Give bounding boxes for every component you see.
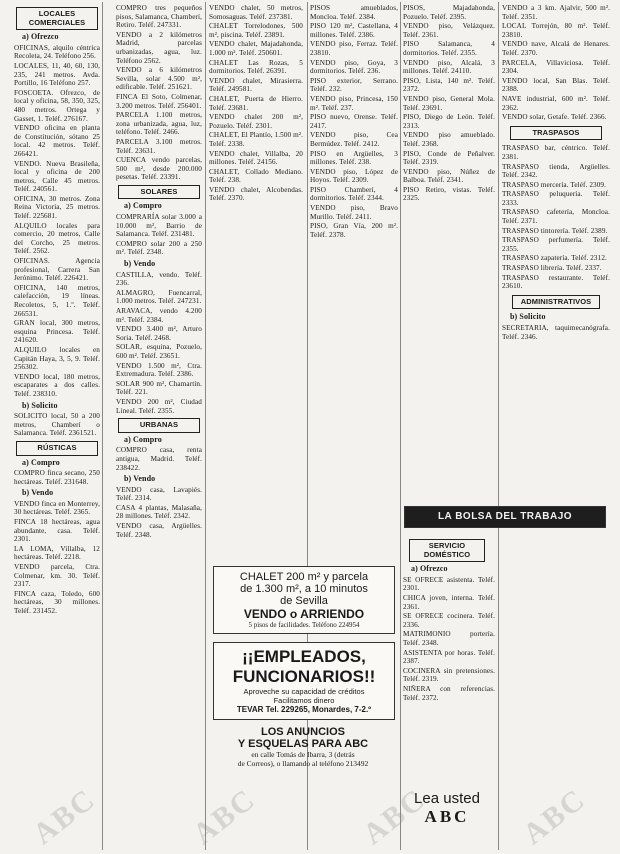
classified-ad: VENDO chalet, Alcobendas. Teléf. 2370. <box>209 185 303 203</box>
classified-ad: COCINERA sin pretensiones. Teléf. 2319. <box>403 666 495 684</box>
classified-ad: VENDO piso, Velázquez. Teléf. 2361. <box>403 22 495 39</box>
classified-ad: VENDO piso, Goya, 3 dormitorios. Teléf. 236. <box>310 58 398 76</box>
classified-ad: VENDO local, 180 metros, escaparates a dos calles. Teléf. 238310. <box>14 372 100 398</box>
classified-ad: VENDO solar, Getafe. Teléf. 2366. <box>502 113 607 122</box>
column-4 <box>310 4 398 552</box>
classified-ad: TRASPASO tintorería. Teléf. 2389. <box>502 226 608 235</box>
ad-line: 5 pisos de facilidades. Teléfono 224954 <box>248 621 360 629</box>
classified-list <box>14 469 100 486</box>
ad-headline: FUNCIONARIOS!! <box>232 667 376 686</box>
classified-ad: CUENCA vendo parcelas, 500 m², desde 200.000 pesetas. Teléf. 23391. <box>116 156 202 182</box>
classified-list <box>116 213 202 257</box>
classified-ad: TRASPASO mercería. Teléf. 2309. <box>502 180 607 189</box>
classified-ad: VENDO piso, Alcalá, 3 millones. Teléf. 24110. <box>403 58 495 76</box>
classified-ad: SE OFRECE asistenta. Teléf. 2301. <box>403 575 495 593</box>
classified-ad: PISO Salamanca, 4 dormitorios. Teléf. 2355. <box>403 40 495 57</box>
classified-ad: PISO nuevo, Orense. Teléf. 2417. <box>310 113 398 130</box>
classified-ad: CHALET Las Rozas, 5 dormitorios. Teléf. 26391. <box>209 58 303 76</box>
section-heading: SERVICIO DOMÉSTICO <box>409 539 485 562</box>
classified-ad: VENDO piso, Bravo Murillo. Teléf. 2411. <box>310 204 398 221</box>
subheading: a) Compro <box>124 201 162 211</box>
classified-ad: PISO en Argüelles, 3 millones. Teléf. 238. <box>310 149 398 167</box>
column-rule <box>307 2 308 850</box>
classified-ad: SOLAR, esquina, Pozuelo, 600 m². Teléf. 23651. <box>116 343 202 360</box>
classified-ad: SECRETARIA, taquimecanógrafa. Teléf. 2346. <box>502 324 610 341</box>
classified-list <box>14 44 100 399</box>
section-heading: URBANAS <box>118 418 200 433</box>
subheading: a) Ofrezco <box>411 564 448 574</box>
classified-ad: TRASPASO bar, céntrico. Teléf. 2381. <box>502 144 610 161</box>
section-heading: TRASPASOS <box>510 126 602 141</box>
classified-ad: CASA 4 plantas, Malasaña, 28 millones. Teléf. 2342. <box>116 503 202 521</box>
classified-ad: NAVE industrial, 600 m². Teléf. 2362. <box>502 94 610 112</box>
classified-ad: ARAVACA, vendo 4.200 m². Teléf. 2384. <box>116 307 202 324</box>
column-rule <box>400 2 401 850</box>
ad-headline: Y ESQUELAS PARA ABC <box>237 738 369 750</box>
classified-list <box>116 271 202 416</box>
column-rule <box>205 2 206 850</box>
abc-watermark: ABC <box>516 782 592 851</box>
classified-ad: OFICINA, 140 metros, calefacción, 19 líneas. Recoletos, 5, 1.º. Teléf. 266531. <box>14 283 100 318</box>
classified-ad: CHALET, Collado Mediano. Teléf. 238. <box>209 167 303 185</box>
classified-ad: FOSCOETA. Ofrezco, de local y oficina, 58, 350, 325, 480 metros. Ortega y Gasset, 1. Teléf. 276167. <box>14 88 100 123</box>
classified-ad: COMPRO finca secano, 250 hectáreas. Teléf. 231648. <box>14 469 100 486</box>
classified-ad: VENDO chalet, Villalba, 20 millones. Teléf. 24156. <box>209 149 303 167</box>
classified-list <box>403 576 495 702</box>
ad-headline: LOS ANUNCIOS <box>261 726 345 738</box>
classified-ad: TRASPASO zapatería. Teléf. 2312. <box>502 254 607 263</box>
abc-watermark: ABC <box>26 782 102 851</box>
classified-ad: LOCALES, 11, 40, 60, 130, 235, 241 metros. Avda. Portillo, 16 Teléfono 257. <box>14 61 100 88</box>
column-5 <box>403 4 495 776</box>
classified-ad: TRASPASO librería. Teléf. 2337. <box>502 264 602 273</box>
classified-ad: VENDO piso, Ferraz. Teléf. 23810. <box>310 40 398 57</box>
subheading: b) Solicito <box>510 312 546 322</box>
subheading: b) Vendo <box>124 474 156 484</box>
classified-ad: VENDO oficina en planta de Constitución, sótano 25 local. 42 metros. Teléf. 266421. <box>14 124 100 158</box>
lea-abc-ad <box>404 790 490 830</box>
classified-ad: VENDO a 2 kilómetros Madrid, parcelas urbanizadas, agua, luz. Teléfono 2562. <box>116 30 202 65</box>
classified-ad: VENDO piso amueblado. Teléf. 2368. <box>403 131 495 148</box>
ad-line: Facilitamos dinero <box>273 696 335 705</box>
classified-ad: PISO Chamberí, 4 dormitorios. Teléf. 2344. <box>310 185 398 203</box>
classified-ad: OFICINAS, alquilo céntrica Recoleta, 24. Teléfono 256. <box>14 43 100 61</box>
ad-line: CHALET 200 m² y parcela <box>239 571 369 583</box>
classified-ad: PISOS, Majadahonda, Pozuelo. Teléf. 2395. <box>403 4 495 21</box>
classified-ad: PISO Retiro, vistas. Teléf. 2325. <box>403 185 495 203</box>
classified-ad: PISOS amueblados, Moncloa. Teléf. 2384. <box>310 4 398 21</box>
classified-ad: VENDO 3.400 m², Arturo Soria. Teléf. 2468. <box>116 325 202 342</box>
classified-list <box>116 4 202 182</box>
abc-watermark: ABC <box>186 782 262 851</box>
classified-ad: TRASPASO peluquería. Teléf. 2333. <box>502 190 610 207</box>
classified-ad: CHALET, Puerta de Hierro. Teléf. 23681. <box>209 94 303 112</box>
ad-line: de Sevilla <box>280 595 328 607</box>
ad-line: de 1.300 m², a 10 minutos <box>240 583 368 595</box>
classified-ad: PARCELA 3.100 metros. Teléf. 23631. <box>116 137 202 155</box>
classified-ad: VENDO chalet 200 m², Pozuelo. Teléf. 2301. <box>209 113 303 130</box>
column-1 <box>14 4 100 617</box>
ad-line: de Correos), o llamando al teléfono 213492 <box>237 759 369 768</box>
ad-line: Lea usted <box>414 790 480 807</box>
classified-ad: VENDO piso, General Mola. Teléf. 23691. <box>403 94 495 112</box>
classified-ad: PISO, Diego de León. Teléf. 2313. <box>403 113 495 130</box>
classified-ad: MATRIMONIO portería. Teléf. 2348. <box>403 630 495 647</box>
classified-ad: VENDO piso, Cea Bermúdez. Teléf. 2412. <box>310 131 398 148</box>
classified-ad: VENDO piso, Princesa, 150 m². Teléf. 237. <box>310 94 398 112</box>
classified-ad: VENDO parcela, Ctra. Colmenar, km. 30. Teléf. 2317. <box>14 563 100 589</box>
column-3 <box>209 4 303 552</box>
classified-ad: OFICINA, 30 metros. Zona Reina Victoria, 25 metros. Teléf. 225681. <box>14 194 100 221</box>
classified-ad: PISO, Gran Vía, 200 m². Teléf. 2378. <box>310 222 398 239</box>
classified-list <box>116 446 202 472</box>
classified-ad: TRASPASO tienda, Argüelles. Teléf. 2342. <box>502 162 610 180</box>
classified-ad: SOLAR 900 m², Chamartín. Teléf. 221. <box>116 379 202 397</box>
classified-ad: LA LOMA, Villalba, 12 hectáreas. Teléf. 2218. <box>14 544 100 562</box>
classified-ad: PARCELA 1.100 metros, zona urbanizada, agua, luz, teléfono. Teléf. 2466. <box>116 111 202 137</box>
classified-ad: ALMAGRO, Fuencarral, 1.000 metros. Teléf. 247231. <box>116 288 202 306</box>
column-5-bottom <box>403 576 495 776</box>
classified-ad: TRASPASO perfumería. Teléf. 2355. <box>502 236 610 253</box>
subheading: a) Compro <box>22 457 60 467</box>
classified-ad: COMPRO tres pequeños pisos, Salamanca, Chamberí, Retiro. Teléf. 247331. <box>116 4 202 30</box>
classified-ad: VENDO casa, Argüelles. Teléf. 2348. <box>116 522 202 539</box>
column-rule <box>498 2 499 850</box>
classified-ad: VENDO a 6 kilómetros Sevilla, solar 4.500 m², edificable. Teléf. 251621. <box>116 66 202 92</box>
classified-ad: COMPRO solar 200 a 250 m². Teléf. 2348. <box>116 239 202 257</box>
subheading: b) Vendo <box>22 488 54 498</box>
classified-ad: FINCA El Soto, Colmenar, 3.200 metros. Teléf. 256401. <box>116 92 202 110</box>
classified-ad: CASTILLA, vendo. Teléf. 236. <box>116 270 202 288</box>
classified-ad: VENDO 1.500 m², Ctra. Extremadura. Teléf. 2386. <box>116 361 202 379</box>
bolsa-banner: LA BOLSA DEL TRABAJO <box>404 506 606 528</box>
section-heading: LOCALES COMERCIALES <box>16 7 98 30</box>
classified-ad: CHALET Torrelodones, 500 m², piscina. Teléf. 23891. <box>209 22 303 39</box>
subheading: b) Vendo <box>124 259 156 269</box>
classified-ad: VENDO chalet, Majadahonda, 1.000 m². Teléf. 250601. <box>209 40 303 57</box>
classified-ad: VENDO casa, Lavapiés. Teléf. 2314. <box>116 485 202 503</box>
classified-ad: CHICA joven, interna. Teléf. 2361. <box>403 593 495 611</box>
classified-ad: OFICINAS. Agencia profesional, Carrera San Jerónimo. Teléf. 226421. <box>14 257 100 283</box>
empleados-ad <box>213 642 395 720</box>
anuncios-ad <box>213 726 393 778</box>
classified-ad: LOCAL Torrejón, 80 m². Teléf. 23810. <box>502 22 610 39</box>
classified-ad: ASISTENTA por horas. Teléf. 2387. <box>403 648 495 666</box>
classified-ad: PISO, Lista, 140 m². Teléf. 2372. <box>403 76 495 94</box>
column-rule <box>102 2 103 850</box>
classified-list <box>14 500 100 616</box>
classified-ad: CHALET, El Plantío, 1.500 m². Teléf. 2338. <box>209 131 303 148</box>
column-6 <box>502 4 610 342</box>
ad-line: TEVAR Tel. 229265, Monardes, 7-2.º <box>236 705 372 714</box>
ad-line: en calle Tomás de Ibarra, 3 (detrás <box>251 750 355 759</box>
classified-list <box>310 4 398 239</box>
section-heading: ADMINISTRATIVOS <box>512 295 600 310</box>
classified-list <box>403 4 495 203</box>
ad-line: VENDO o ARRIENDO <box>243 607 365 621</box>
classified-list <box>116 486 202 540</box>
classified-ad: COMPRO casa, renta antigua, Madrid. Teléf. 238422. <box>116 446 202 472</box>
classified-ad: VENDO. Nueva Brasileña, local y oficina de 200 metros, Calle 45 metros. Teléf. 240561. <box>14 159 100 194</box>
subheading: a) Ofrezco <box>22 32 59 42</box>
classified-ad: VENDO chalet, Mirasierra. Teléf. 249581. <box>209 76 303 94</box>
classified-ad: PISO, Conde de Peñalver. Teléf. 2319. <box>403 149 495 167</box>
classified-ad: GRAN local, 300 metros, esquina Princesa. Teléf. 241620. <box>14 319 100 345</box>
classified-ad: FINCA caza, Toledo, 600 hectáreas, 30 millones. Teléf. 231452. <box>14 589 100 615</box>
chalet-ad <box>213 566 395 634</box>
classified-ad: ALQUILO locales en Capitán Haya, 3, 5, 9. Teléf. 256302. <box>14 345 100 372</box>
section-heading: SOLARES <box>118 185 200 200</box>
classified-list <box>209 4 303 203</box>
abc-watermark: ABC <box>356 782 432 851</box>
classified-ad: VENDO chalet, 50 metros, Somosaguas. Teléf. 237381. <box>209 4 303 21</box>
classified-ad: PISO 120 m², Castellana, 4 millones. Teléf. 2386. <box>310 22 398 39</box>
column-5-top <box>403 4 495 504</box>
classified-ad: NIÑERA con referencias. Teléf. 2372. <box>403 684 495 702</box>
classified-ad: VENDO piso, López de Hoyos. Teléf. 2309. <box>310 167 398 185</box>
classified-ad: VENDO a 3 km. Ajalvir, 500 m². Teléf. 2351. <box>502 4 610 21</box>
classified-ad: FINCA 18 hectáreas, agua abundante, casa. Teléf. 2301. <box>14 518 100 544</box>
classified-ad: VENDO nave, Alcalá de Henares. Teléf. 2370. <box>502 40 610 57</box>
abc-logo: ABC <box>424 807 470 826</box>
classified-ad: TRASPASO cafetería, Moncloa. Teléf. 2371. <box>502 208 610 226</box>
classified-ad: SOLICITO local, 50 a 200 metros, Chamberí o Salamanca. Teléf. 2361521. <box>14 412 100 438</box>
classified-ad: ALQUILO locales para comercio, 20 metros, Calle del Corcho, 25 metros. Teléf. 2562. <box>14 221 100 256</box>
classified-list <box>502 324 610 341</box>
classified-ad: PISO exterior, Serrano. Teléf. 232. <box>310 76 398 94</box>
classified-list <box>502 4 610 122</box>
subheading: b) Solicito <box>22 400 58 410</box>
ad-headline: ¡¡EMPLEADOS, <box>242 647 366 666</box>
column-2 <box>116 4 202 540</box>
section-heading: RÚSTICAS <box>16 441 98 456</box>
classified-ad: SE OFRECE cocinera. Teléf. 2336. <box>403 612 495 629</box>
classified-ad: VENDO local, San Blas. Teléf. 2388. <box>502 76 610 94</box>
classified-list <box>502 144 610 291</box>
classified-ad: COMPRARÍA solar 3.000 a 10.000 m², Barrio de Salamanca. Teléf. 231481. <box>116 213 202 239</box>
classified-ad: VENDO 200 m², Ciudad Lineal. Teléf. 2355. <box>116 397 202 415</box>
classified-ad: VENDO piso, Núñez de Balboa. Teléf. 2341. <box>403 167 495 185</box>
subheading: a) Compro <box>124 434 162 444</box>
classified-ad: PARCELA, Villaviciosa. Teléf. 2304. <box>502 58 610 76</box>
classified-ad: TRASPASO restaurante. Teléf. 23610. <box>502 273 610 291</box>
classified-ad: VENDO finca en Monterrey, 30 hectáreas. Teléf. 2365. <box>14 499 100 517</box>
classified-list <box>14 412 100 438</box>
ad-line: Aproveche su capacidad de créditos <box>243 687 365 696</box>
